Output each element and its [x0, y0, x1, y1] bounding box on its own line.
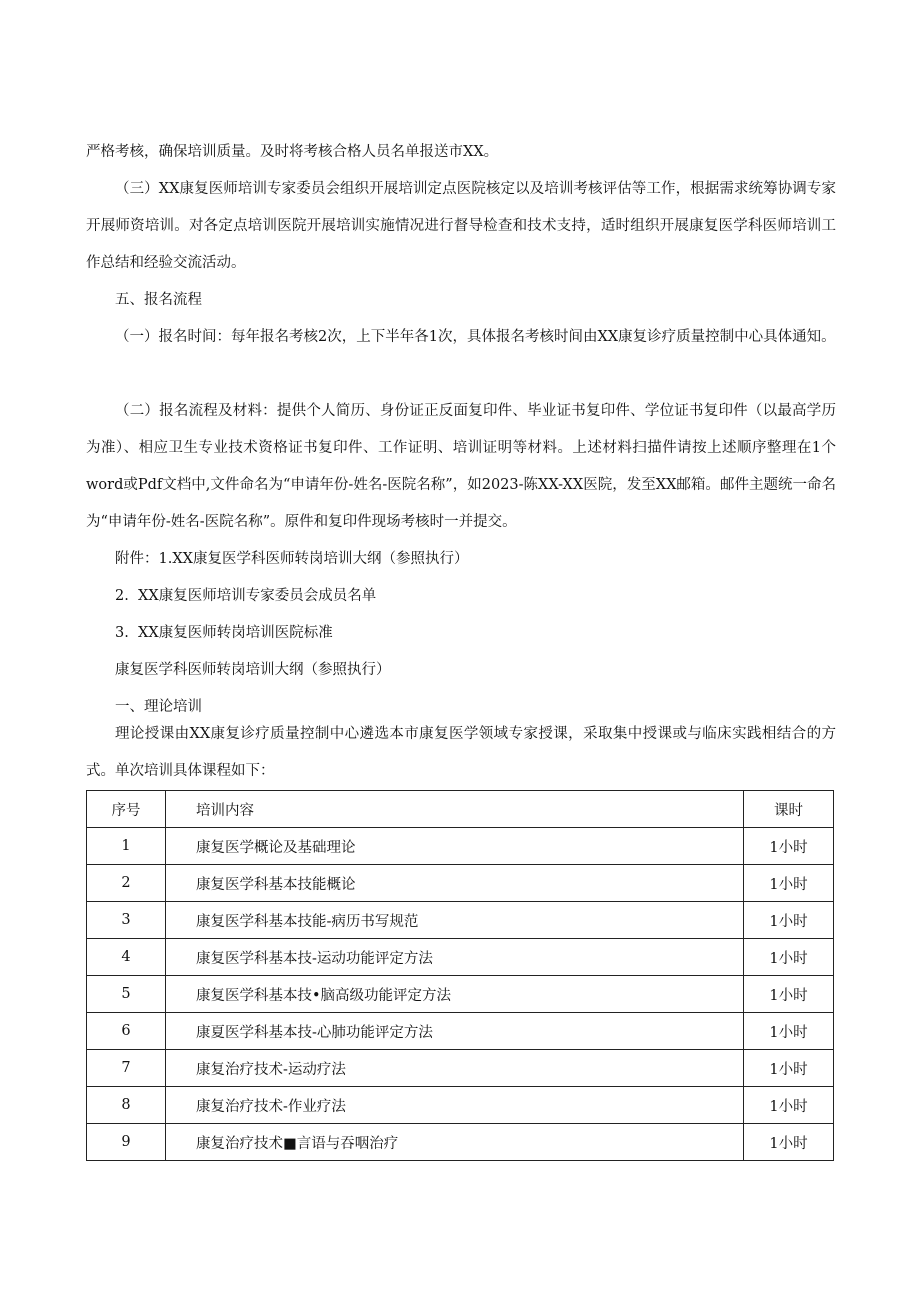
- course-table: [86, 790, 834, 1161]
- table-row: [87, 976, 834, 1013]
- row-content: 康复治疗技术-作业疗法: [166, 1087, 744, 1124]
- row-hours: 1小时: [744, 828, 834, 865]
- row-hours: 1小时: [744, 865, 834, 902]
- table-row: [87, 828, 834, 865]
- row-content: 康复医学科基本技能概论: [166, 865, 744, 902]
- row-index: 9: [87, 1124, 166, 1161]
- header-hours: 课时: [744, 791, 834, 828]
- syllabus-title: 康复医学科医师转岗培训大纲（参照执行）: [115, 662, 391, 678]
- attachment-1: 附件：1.XX康复医学科医师转岗培训大纲（参照执行）: [115, 551, 469, 567]
- row-content: 康复治疗技术-运动疗法: [166, 1050, 744, 1087]
- table-header-row: [87, 791, 834, 828]
- row-index: 7: [87, 1050, 166, 1087]
- row-hours: 1小时: [744, 1124, 834, 1161]
- header-index: 序号: [87, 791, 166, 828]
- paragraph-theory-training: 理论授课由XX康复诊疗质量控制中心遴选本市康复医学领域专家授课，采取集中授课或与临床实践相结合的方式。单次培训具体课程如下：: [86, 726, 836, 779]
- table-row: [87, 1013, 834, 1050]
- heading-theory-training: 一、理论培训: [115, 699, 202, 715]
- row-hours: 1小时: [744, 1087, 834, 1124]
- paragraph-registration-time: （一）报名时间：每年报名考核2次，上下半年各1次，具体报名考核时间由XX康复诊疗质量控制中心具体通知。: [115, 329, 836, 345]
- row-content: 康复治疗技术■言语与吞咽治疗: [166, 1124, 744, 1161]
- table-row: [87, 939, 834, 976]
- row-hours: 1小时: [744, 976, 834, 1013]
- paragraph-assessment: 严格考核，确保培训质量。及时将考核合格人员名单报送市XX。: [86, 144, 499, 160]
- table-row: [87, 1050, 834, 1087]
- header-content: 培训内容: [166, 791, 744, 828]
- row-hours: 1小时: [744, 939, 834, 976]
- heading-registration-process: 五、报名流程: [115, 292, 202, 308]
- row-index: 2: [87, 865, 166, 902]
- row-content: 康复医学科基本技-运动功能评定方法: [166, 939, 744, 976]
- table-row: [87, 902, 834, 939]
- row-content: 康复医学科基本技•脑高级功能评定方法: [166, 976, 744, 1013]
- table-row: [87, 865, 834, 902]
- row-content: 康复医学概论及基础理论: [166, 828, 744, 865]
- attachment-3: 3. XX康复医师转岗培训医院标准: [115, 625, 333, 641]
- paragraph-expert-committee: （三）XX康复医师培训专家委员会组织开展培训定点医院核定以及培训考核评估等工作，根据需求统筹协调专家开展师资培训。对各定点培训医院开展培训实施情况进行督导检查和技术支持，适时组织开展康复医学科医师培训工作总结和经验交流活动。: [86, 181, 836, 271]
- row-content: 康复医学科基本技能-病历书写规范: [166, 902, 744, 939]
- paragraph-registration-materials: （二）报名流程及材料：提供个人简历、身份证正反面复印件、毕业证书复印件、学位证书复印件（以最高学历为准）、相应卫生专业技术资格证书复印件、工作证明、培训证明等材料。上述材料扫描件请按上述顺序整理在1个word或Pdf文档中,文件命名为“申请年份-姓名-医院名称”，如2023-陈XX-XX医院，发至XX邮箱。邮件主题统一命名为“申请年份-姓名-医院名称”。原件和复印件现场考核时一并提交。: [86, 403, 836, 530]
- row-index: 4: [87, 939, 166, 976]
- row-index: 1: [87, 828, 166, 865]
- row-hours: 1小时: [744, 1013, 834, 1050]
- row-index: 3: [87, 902, 166, 939]
- row-index: 6: [87, 1013, 166, 1050]
- attachment-2: 2. XX康复医师培训专家委员会成员名单: [115, 588, 377, 604]
- row-hours: 1小时: [744, 902, 834, 939]
- row-hours: 1小时: [744, 1050, 834, 1087]
- row-index: 8: [87, 1087, 166, 1124]
- row-content: 康夏医学科基本技-心肺功能评定方法: [166, 1013, 744, 1050]
- row-index: 5: [87, 976, 166, 1013]
- table-row: [87, 1087, 834, 1124]
- table-row: [87, 1124, 834, 1161]
